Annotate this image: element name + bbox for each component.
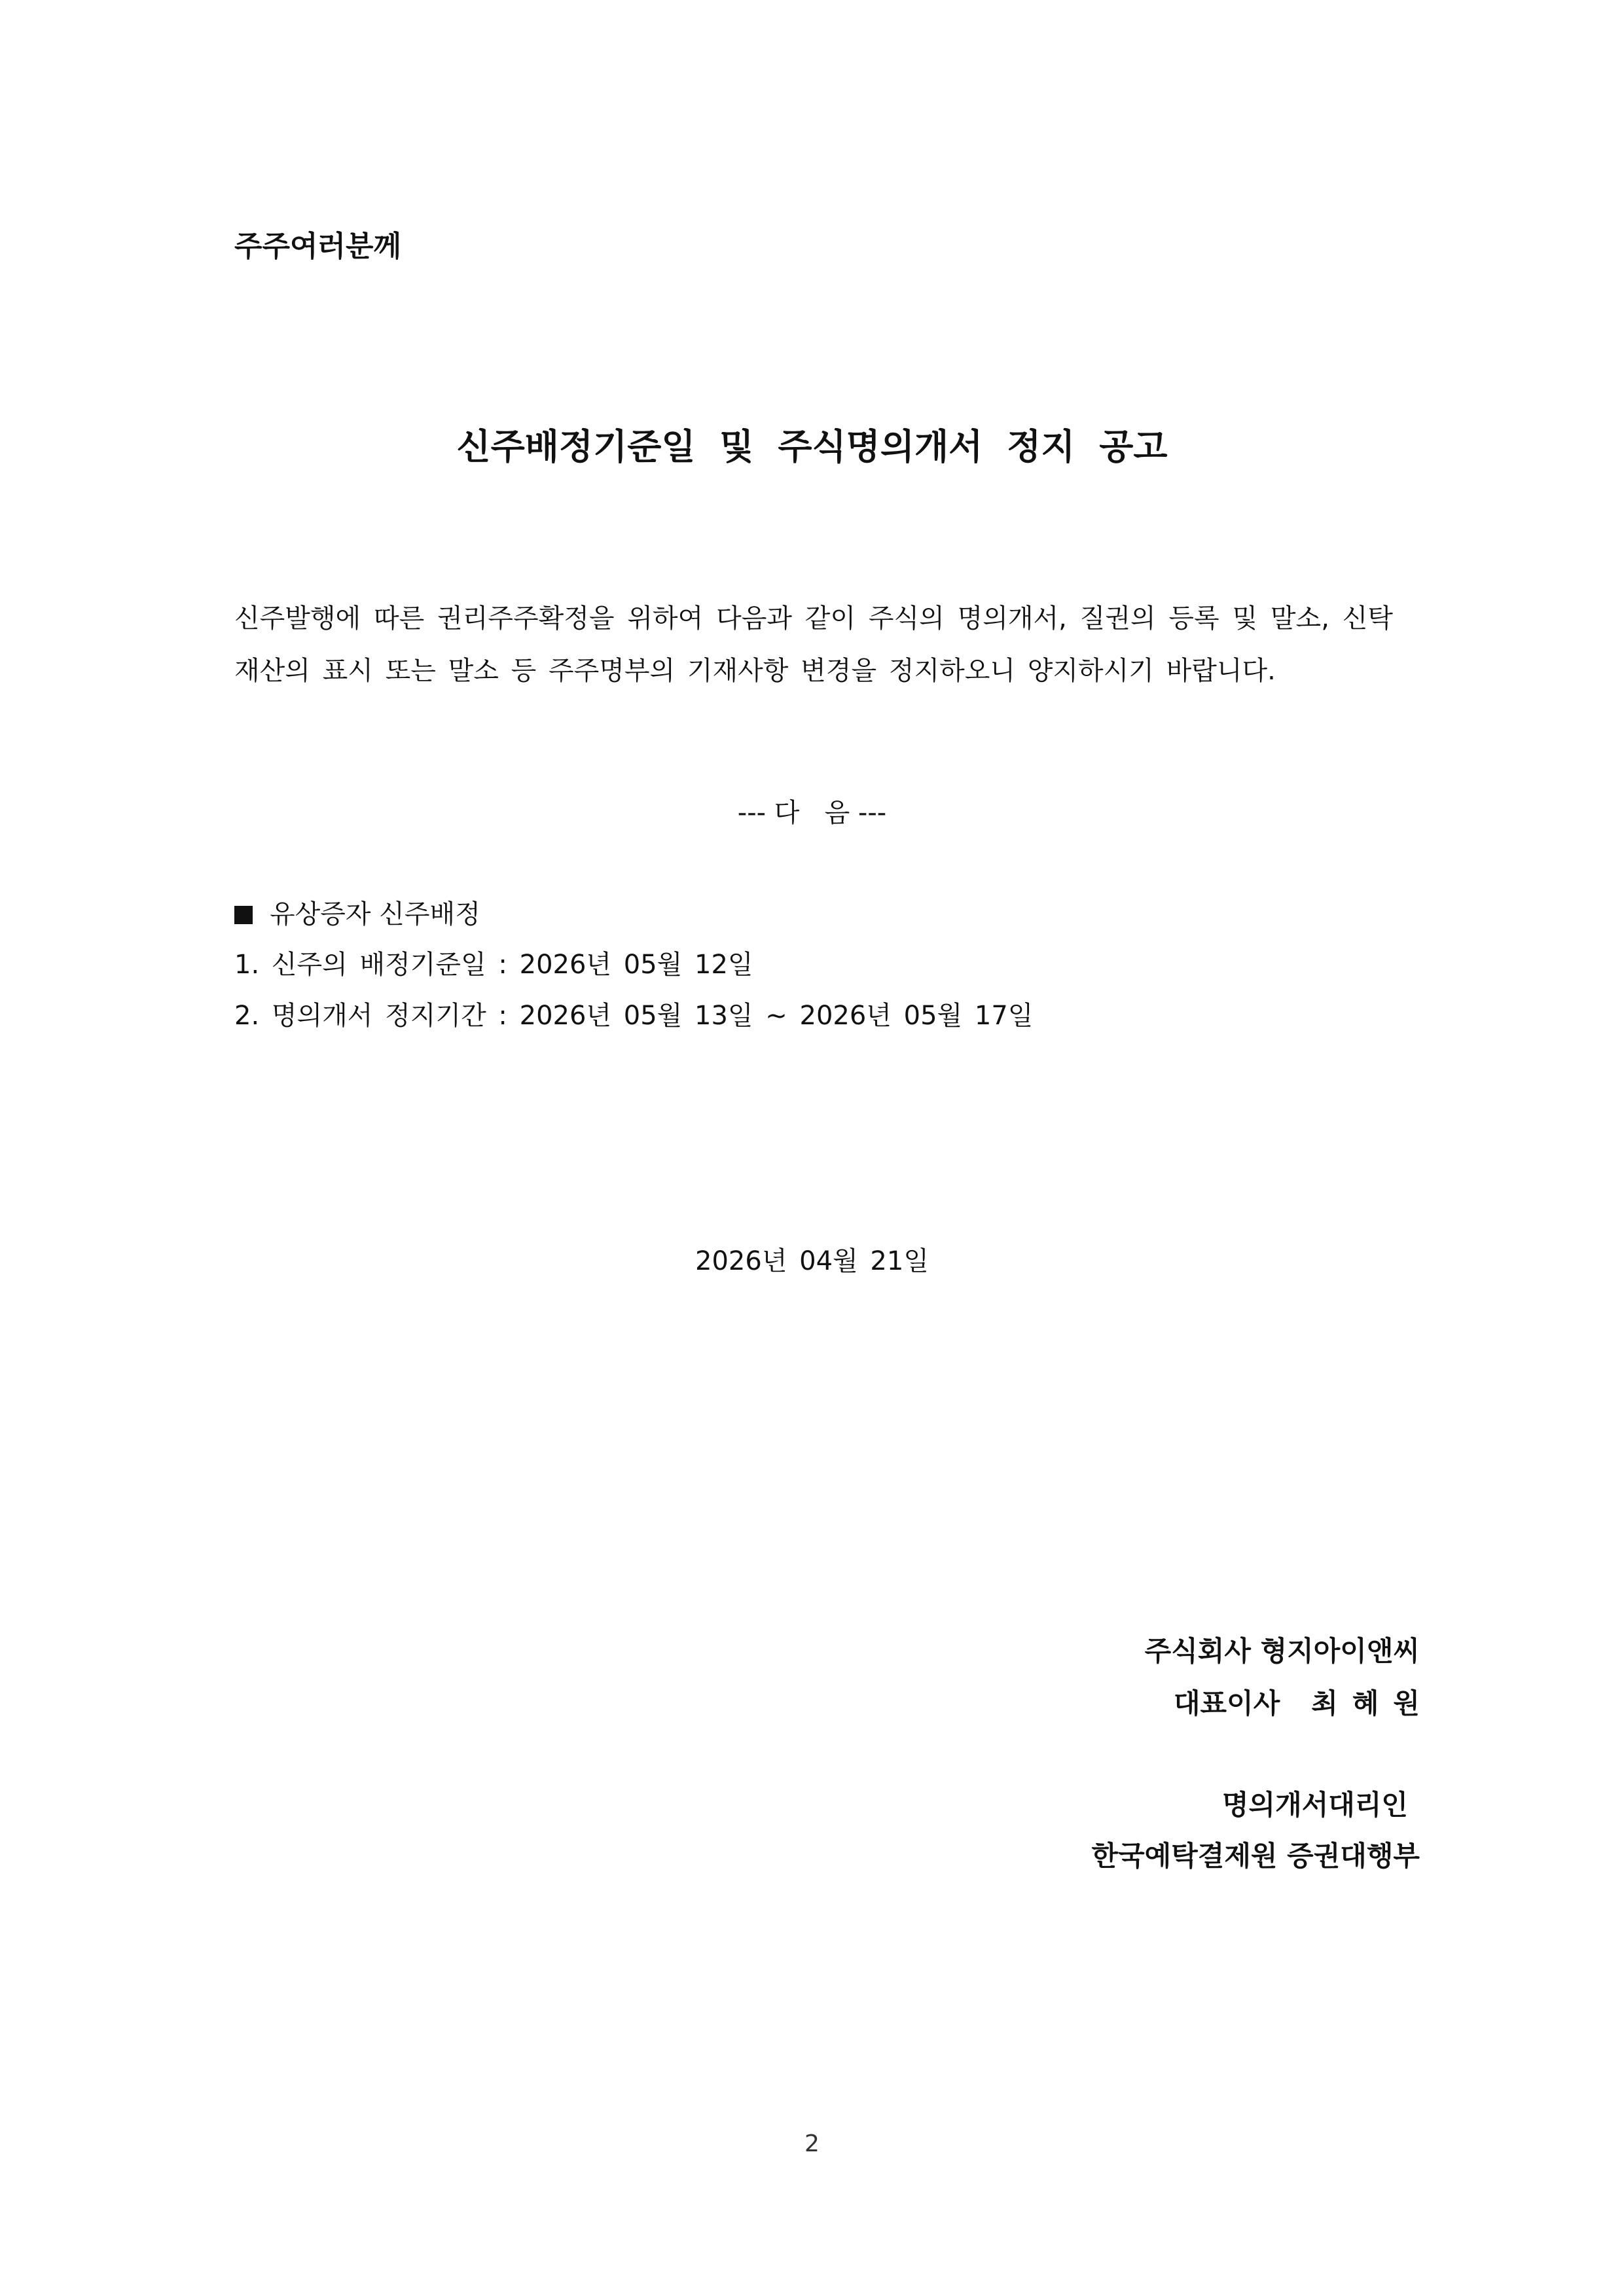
signature-representative	[1173, 1682, 1434, 1721]
notice-date: 2026년 04월 21일	[695, 1246, 929, 1276]
signature-transfer-agent: 명의개서대리인	[1221, 1789, 1408, 1821]
representative-name: 최혜원	[1311, 1687, 1434, 1719]
section-heading	[234, 893, 480, 931]
salutation: 주주여러분께	[234, 230, 402, 263]
list-item-record-date: 1. 신주의 배정기준일 : 2026년 05월 12일	[234, 950, 753, 980]
section-heading-text: 유상증자 신주배정	[270, 899, 480, 929]
black-square-icon	[234, 906, 253, 924]
list-item-suspension-period: 2. 명의개서 정지기간 : 2026년 05월 13일 ~ 2026년 05월 17일	[234, 1001, 1034, 1031]
notice-body: 신주발행에 따른 권리주주확정을 위하여 다음과 같이 주식의 명의개서, 질권의 등록 및 말소, 신탁재산의 표시 또는 말소 등 주주명부의 기재사항 변경을 정지하오니 양지하시기 바랍니다.	[234, 603, 1393, 686]
signature-company: 주식회사 형지아이앤씨	[1144, 1635, 1420, 1667]
page-number: 2	[804, 2130, 820, 2157]
next-heading: --- 다 음 ---	[737, 798, 887, 828]
signature-agent-department: 한국예탁결제원 증권대행부	[1091, 1840, 1420, 1872]
notice-title: 신주배정기준일 및 주식명의개서 정지 공고	[456, 426, 1168, 467]
representative-role: 대표이사	[1173, 1687, 1280, 1719]
